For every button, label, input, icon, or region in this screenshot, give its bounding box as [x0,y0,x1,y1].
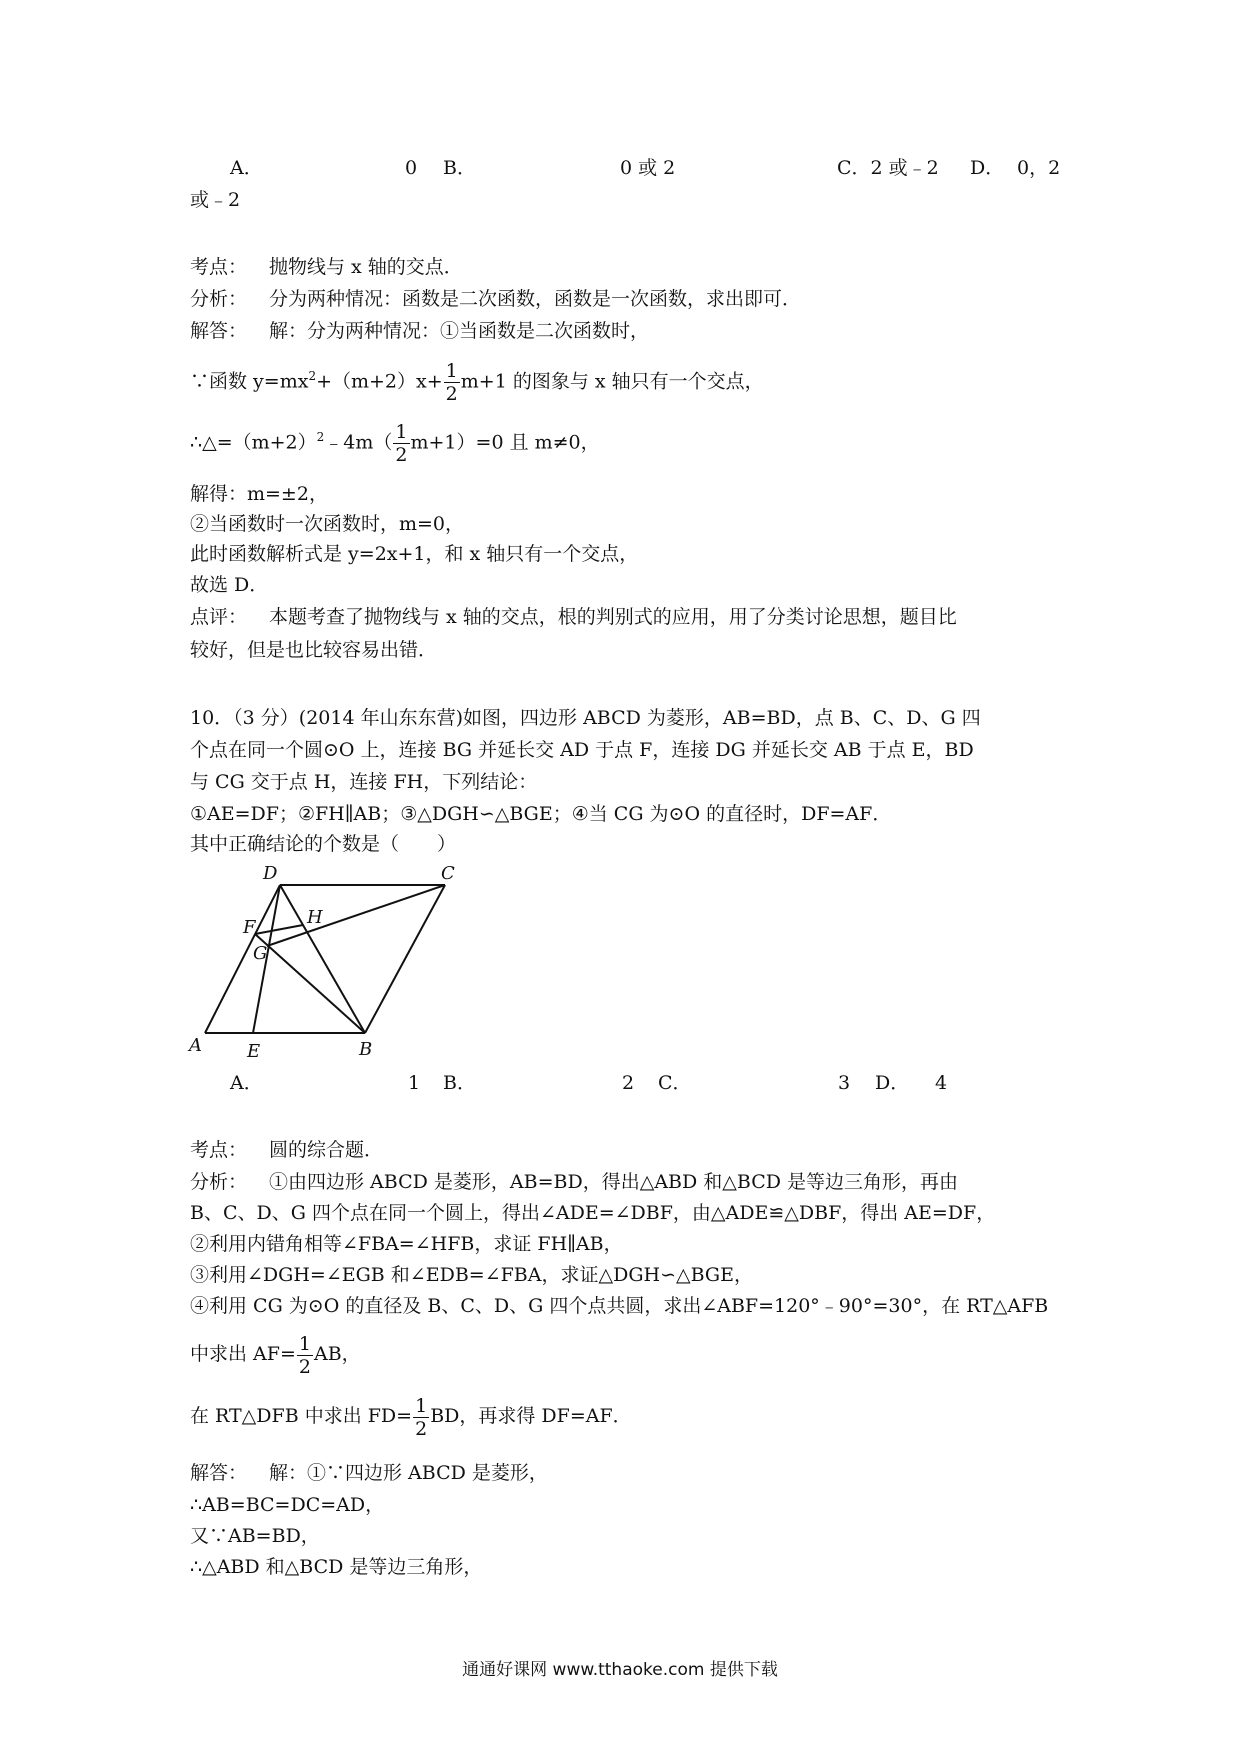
q9-jieda [190,318,649,344]
segment-ad [205,885,280,1033]
label-c: C [441,863,455,884]
fraction-denominator: 2 [395,443,408,466]
q10-fenxi-6-post: AB， [313,1343,361,1365]
q10-option-b-label: B． [443,1072,476,1094]
q9-fenxi [190,286,801,312]
q9-line2 [190,413,600,466]
q10-option-b-value: 2 [622,1072,635,1094]
q10-stem-2: 个点在同一个圆⊙O 上，连接 BG 并延长交 AD 于点 F，连接 DG 并延长交 AB 于点 E，BD [190,739,974,761]
q9-line5: 此时函数解析式是 y=2x+1，和 x 轴只有一个交点， [190,543,639,565]
label-h: H [307,907,323,928]
fraction-numerator: 1 [445,359,458,382]
q10-stem-5: 其中正确结论的个数是（ ） [190,833,457,855]
q10-fenxi-text: ①由四边形 ABCD 是菱形，AB=BD，得出△ABD 和△BCD 是等边三角形，再由 [269,1171,959,1193]
q9-fenxi-label: 分析： [190,288,248,310]
q9-dianping-text: 本题考查了抛物线与 x 轴的交点，根的判别式的应用，用了分类讨论思想，题目比 [269,606,957,628]
q9-option-a-label: A． [230,157,263,179]
q10-fenxi-2: B、C、D、G 四个点在同一个圆上，得出∠ADE=∠DBF，由△ADE≌△DBF，得出 AE=DF， [190,1202,996,1224]
q9-kaodian-text: 抛物线与 x 轴的交点． [269,256,463,278]
fraction-one-half [413,1395,429,1440]
q10-fenxi-7-post: BD，再求得 DF=AF． [430,1405,632,1427]
q9-option-a-value: 0 [405,157,418,179]
q9-option-c: C．2 或﹣2 [837,157,939,179]
q9-line1-post: m+1 的图象与 x 轴只有一个交点， [460,370,764,393]
q10-jieda-2: ∴AB=BC=DC=AD， [190,1494,385,1516]
q10-fenxi-label: 分析： [190,1171,248,1193]
q9-option-d-cont: 或﹣2 [190,189,241,211]
fraction-numerator: 1 [415,1394,428,1417]
q10-fenxi-6-pre: 中求出 AF= [190,1343,296,1365]
label-b: B [359,1039,373,1060]
q9-jieda-label: 解答： [190,320,248,342]
q9-option-b-value: 0 或 2 [620,157,676,179]
q9-line2-pre: ∴△=（m+2） [190,431,317,454]
q10-fenxi [190,1169,958,1195]
q9-line2-mid: ﹣4m（ [324,431,393,454]
q9-line6: 故选 D． [190,574,269,596]
q9-line1-mid: +（m+2）x+ [316,370,443,393]
q10-jieda [190,1460,548,1486]
q10-jieda-label: 解答： [190,1462,248,1484]
fraction-denominator: 2 [415,1417,428,1440]
q10-option-d-label: D． [875,1072,910,1094]
q10-kaodian [190,1137,383,1163]
q9-line2-sup: 2 [316,430,325,444]
q10-option-a-label: A． [230,1072,263,1094]
q10-kaodian-text: 圆的综合题． [269,1139,384,1161]
fraction-one-half [444,360,460,405]
label-g: G [253,943,268,964]
q9-line4: ②当函数时一次函数时，m=0， [190,513,465,535]
segment-cb [365,885,445,1033]
q10-jieda-3: 又∵AB=BD， [190,1525,320,1547]
q9-dianping [190,604,957,630]
fraction-denominator: 2 [445,382,458,405]
q9-line1 [190,352,764,405]
q10-stem-1: 10．（3 分）(2014 年山东东营)如图，四边形 ABCD 为菱形，AB=BD，点 B、C、D、G 四 [190,707,981,729]
q10-option-c-value: 3 [838,1072,851,1094]
q10-fenxi-5: ④利用 CG 为⊙O 的直径及 B、C、D、G 四个点共圆，求出∠ABF=120°﹣90°=30°，在 RT△AFB [190,1295,1049,1317]
q9-line2-post: m+1）=0 且 m≠0， [410,431,600,454]
q10-jieda-4: ∴△ABD 和△BCD 是等边三角形， [190,1556,483,1578]
rhombus-circle-diagram [185,855,465,1065]
fraction-one-half [393,421,409,466]
q10-fenxi-3: ②利用内错角相等∠FBA=∠HFB，求证 FH∥AB， [190,1233,623,1255]
q9-line1-pre: ∵函数 y=mx [190,370,309,393]
q9-dianping-label: 点评： [190,606,248,628]
segment-be-through-f [255,934,365,1033]
fraction-numerator: 1 [298,1332,311,1355]
q9-option-b-label: B． [443,157,476,179]
q10-stem-4: ①AE=DF；②FH∥AB；③△DGH∽△BGE；④当 CG 为⊙O 的直径时，DF=AF． [190,803,892,825]
fraction-one-half [297,1333,313,1378]
label-e: E [247,1041,261,1062]
q9-option-d-label: D． [970,157,1005,179]
q9-kaodian-label: 考点： [190,256,248,278]
q9-option-d-value: 0，2 [1017,157,1061,179]
q10-fenxi-7 [190,1392,632,1440]
q10-fenxi-7-pre: 在 RT△DFB 中求出 FD= [190,1405,413,1427]
q10-kaodian-label: 考点： [190,1139,248,1161]
label-a: A [189,1035,202,1056]
q10-stem-3: 与 CG 交于点 H，连接 FH，下列结论： [190,771,538,793]
segment-fh [255,925,303,934]
q9-kaodian [190,254,463,280]
q9-dianping-cont: 较好，但是也比较容易出错． [190,639,438,661]
fraction-denominator: 2 [298,1355,311,1378]
q9-fenxi-text: 分为两种情况：函数是二次函数，函数是一次函数，求出即可． [269,288,802,310]
q10-option-c-label: C． [658,1072,692,1094]
page-footer: 通通好课网 www.tthaoke.com 提供下载 [462,1660,778,1680]
label-d: D [263,863,278,884]
q10-fenxi-4: ③利用∠DGH=∠EGB 和∠EDB=∠FBA，求证△DGH∽△BGE， [190,1264,753,1286]
q9-jieda-text: 解：分为两种情况：①当函数是二次函数时， [269,320,650,342]
q10-fenxi-6 [190,1330,361,1378]
q10-jieda-text: 解：①∵四边形 ABCD 是菱形， [269,1462,548,1484]
q10-option-a-value: 1 [408,1072,421,1094]
label-f: F [243,917,256,938]
q9-line3: 解得：m=±2， [190,483,328,505]
q9-line1-sup: 2 [308,369,317,383]
fraction-numerator: 1 [395,420,408,443]
q10-option-d-value: 4 [935,1072,948,1094]
segment-cg [267,885,445,946]
